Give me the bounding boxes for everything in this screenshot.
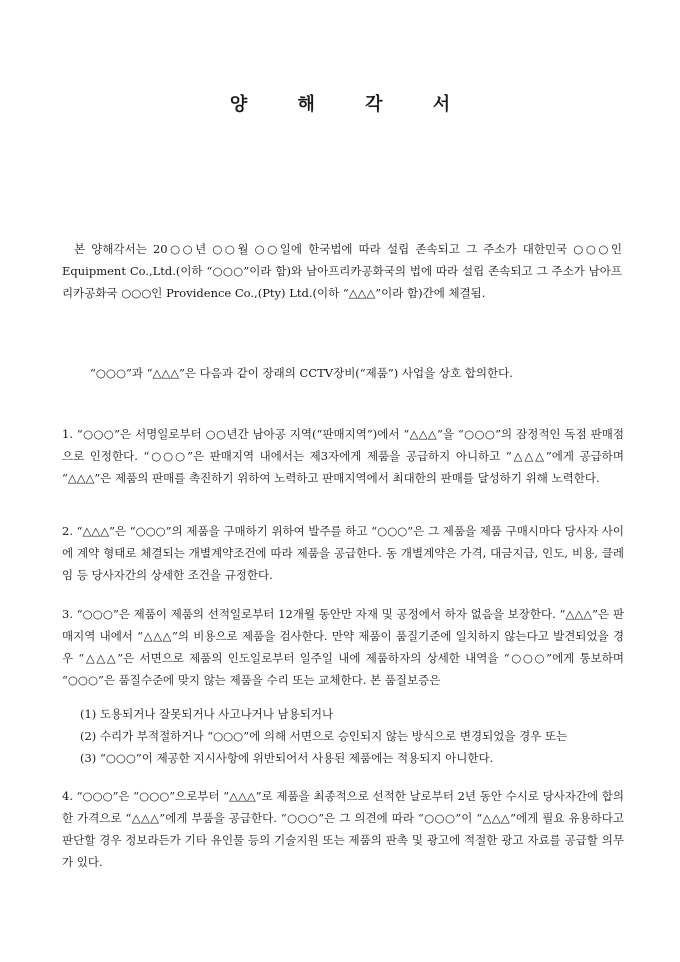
clause-3-item-1: (1) 도용되거나 잘못되거나 사고나거나 남용되거나 xyxy=(80,707,334,721)
clause-4: 4. “○○○”은 “○○○”으로부터 “△△△”로 제품을 최종적으로 선적한 날로부터 2년 동안 수시로 당사자간에 합의한 가격으로 “△△△”에게 부품을 공급한다. “○○○”은 그 의견에 따라 “○○○”이 “△△△”에게 필요 유용하다고 판단할 경우 정보라든가 기타 유인물 등의 기술지원 또는 제품의 판촉 및 광고에 적절한 광고 자료를 공급할 의무가 있다. xyxy=(62,789,624,869)
clause-2: 2. “△△△”은 “○○○”의 제품을 구매하기 위하여 발주를 하고 “○○○”은 그 제품을 제품 구매시마다 당사자 사이에 계약 형태로 체결되는 개별계약조건에 따라 제품을 공급한다. 동 개별계약은 가격, 대금지급, 인도, 비용, 클레임 등 당사자간의 상세한 조건을 규정한다. xyxy=(62,524,624,582)
intro-paragraph: 본 양해각서는 20○○년 ○○월 ○○일에 한국법에 따라 설립 존속되고 그 주소가 대한민국 ○○○인 Equipment Co.,Ltd.(이하 “○○○”이라 함)와 남아프리카공화국의 법에 따라 설립 존속되고 그 주소가 남아프리카공화국 ○○○인 Providence Co.,(Pty) Ltd.(이하 “△△△”이라 함)간에 체결됨. xyxy=(62,242,622,300)
clause-3-item-2: (2) 수리가 부적절하거나 “○○○”에 의해 서면으로 승인되지 않는 방식으로 변경되었을 경우 또는 xyxy=(80,729,568,743)
document-title: 양 해 각 서 xyxy=(229,94,473,115)
clause-3: 3. “○○○”은 제품이 제품의 선적일로부터 12개월 동안만 자재 및 공정에서 하자 없음을 보장한다. “△△△”은 판매지역 내에서 “△△△”의 비용으로 제품을 검사한다. 만약 제품이 품질기준에 일치하지 않는다고 발견되었을 경우 “△△△”은 서면으로 제품의 인도일로부터 일주일 내에 제품하자의 상세한 내역을 “○○○”에게 통보하며 “○○○”은 품질수준에 맞지 않는 제품을 수리 또는 교체한다. 본 품질보증은 xyxy=(62,607,624,687)
clause-1: 1. “○○○”은 서명일로부터 ○○년간 남아공 지역(“판매지역”)에서 “△△△”을 “○○○”의 잠정적인 독점 판매점으로 인정한다. “○○○”은 판매지역 내에서는 제3자에게 제품을 공급하지 아니하고 “△△△”에게 공급하며 “△△△”은 제품의 판매를 촉진하기 위하여 노력하고 판매지역에서 최대한의 판매를 달성하기 위해 노력한다. xyxy=(62,427,624,485)
agreement-statement: “○○○”과 “△△△”은 다음과 같이 장래의 CCTV장비(“제품”) 사업을 상호 합의한다. xyxy=(90,366,513,380)
clause-3-item-3: (3) “○○○”이 제공한 지시사항에 위반되어서 사용된 제품에는 적용되지 아니한다. xyxy=(80,751,494,765)
